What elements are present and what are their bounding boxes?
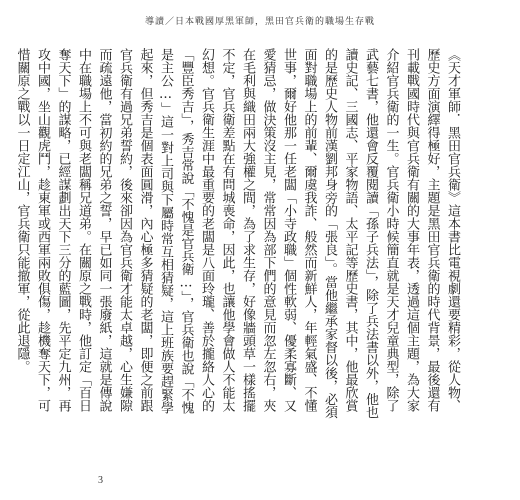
page-number: 3 <box>98 475 103 486</box>
running-header: 導讀／日本戰國厚黑軍師，黑田官兵衛的職場生存戰 <box>144 17 375 27</box>
body-paragraph: 《天才軍師．黑田官兵衛》這本書比電視劇還要精彩，從人物、歷史方面演繹得極好，主題是黑田官兵衛的時代背景，最後還有刊載戰國時代與官兵衛有關的大事年表，透過這個主題，為大家介紹官兵衛的一生。官兵衛小時候簡直就是天才兒童典型，除了武藝七書，他還會反覆閱讀「孫子兵法」，除了兵法書以外，他也讀史記、三國志、平家物語、太平記等歷史書，其中，他最欣賞的是歷史人物前漢劉邦身旁的「張良」。當他繼承家督以後，必須面對職場上的前輩、爾虞我詐、般然而新鮮人，年輕氣盛、不懂世事，爾好他那一任老闆「小寺政職」個性軟弱、優柔寡斷、又愛猜忌，做決策沒主見，常常因為部下們的意見而忽左忽右，夾在毛利與織田兩大強權之間，為了求生存，好像牆頭草一樣搖擺不定，官兵衛差點在有問城喪命，因此，也讓他學會做人不能太幻想。官兵衛生涯中最重要的老闆是八面玲瓏、善於攏絡人心的「豐臣秀吉」，秀吉常說「不愧是官兵衛…」，官兵衛也說「不愧是主公…」這一對上司與下屬時常互相猜疑，這上班族要趕緊學起來，但秀吉是個表面圓滑，內心極多猜疑的老闆，即便之前跟官兵衛有過兄弟誓約，後來卻因為官兵衛才能太卓越，心生嫌隙而疏遠他，當初約的兄弟之誓，早已如同一張廢紙，這就是傳說中在職場上不可與老闆稱兄道弟。在關原之戰時，他訂定「百日奪天下」的謀略，已經謀劃出天下三分的藍圖，先平定九州，再攻中國，坐山觀虎鬥，趁東軍或西軍兩敗俱傷，趁機奪天下，可惜關原之戰以一日定江山，官兵衛只能撤軍，從此退隱。 <box>14 48 460 419</box>
body-text-column-block <box>14 48 462 424</box>
